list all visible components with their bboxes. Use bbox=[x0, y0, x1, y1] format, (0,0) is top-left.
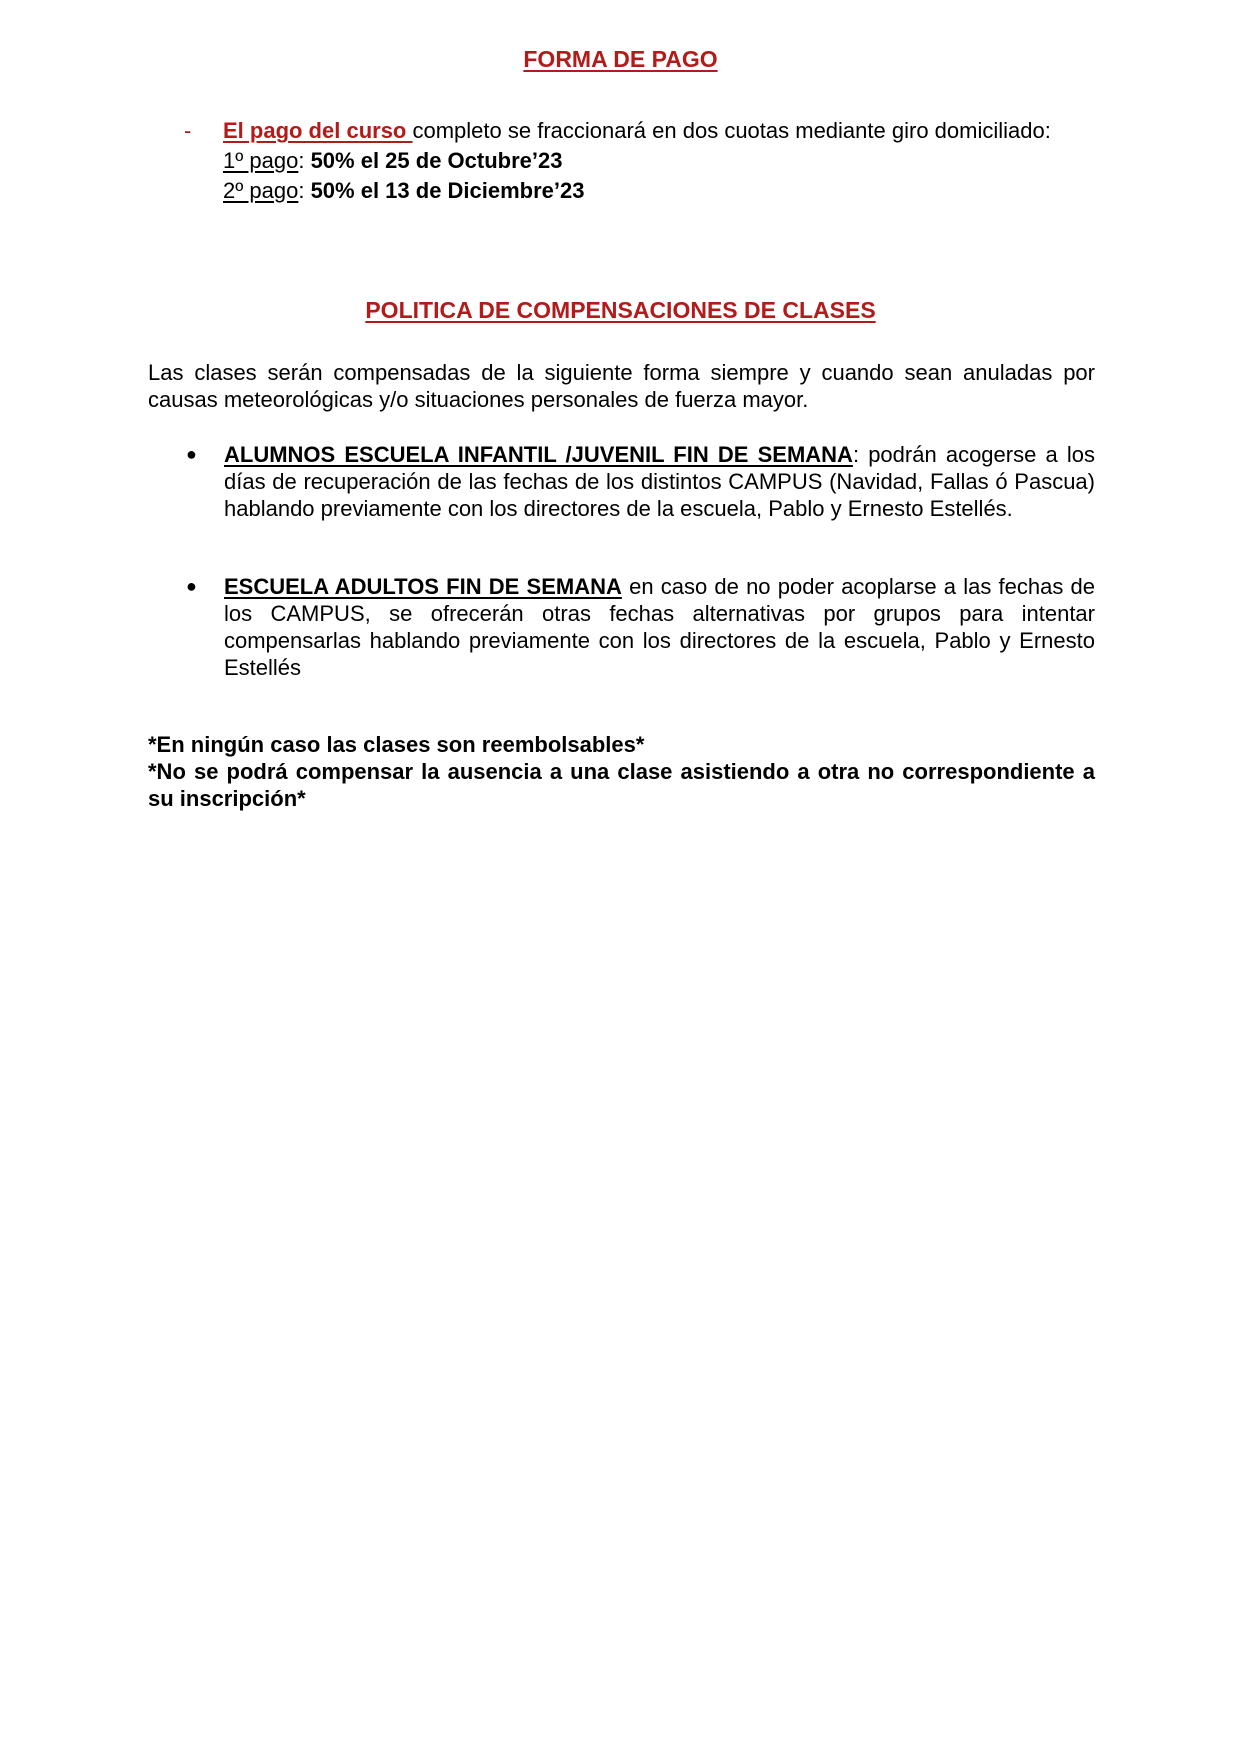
payment-2-detail: 50% el 13 de Diciembre’23 bbox=[310, 178, 585, 203]
bullet-dot: ● bbox=[186, 444, 197, 464]
payment-1-detail: 50% el 25 de Octubre’23 bbox=[310, 148, 563, 173]
notes-block bbox=[148, 731, 1095, 812]
compensation-item-juvenile bbox=[148, 441, 1095, 522]
note-no-substitution: *No se podrá compensar la ausencia a una clase asistiendo a otra no correspondiente a su inscripción* bbox=[148, 759, 1095, 811]
item-1-label: ALUMNOS ESCUELA INFANTIL /JUVENIL FIN DE SEMANA bbox=[224, 442, 853, 467]
payment-bullet-dash: - bbox=[184, 118, 192, 143]
compensation-intro: Las clases serán compensadas de la siguiente forma siempre y cuando sean anuladas por causas meteorológicas y/o situaciones personales de fuerza mayor. bbox=[148, 360, 1095, 412]
payment-line-1 bbox=[223, 146, 1104, 176]
payment-1-label: 1º pago bbox=[223, 148, 299, 173]
payment-1-separator: : bbox=[298, 148, 311, 173]
payment-lead-line bbox=[223, 116, 1104, 146]
compensation-heading-text: POLITICA DE COMPENSACIONES DE CLASES bbox=[365, 297, 876, 323]
item-2-text: en caso de no poder acoplarse a las fechas de los CAMPUS, se ofrecerán otras fechas alternativas por grupos para intentar compensarlas hablando previamente con los directores de la escuela, Pablo y Ernesto Estellés bbox=[224, 574, 1095, 680]
payment-lead-text: completo se fraccionará en dos cuotas mediante giro domiciliado: bbox=[412, 118, 1051, 143]
payment-line-2 bbox=[223, 176, 1104, 206]
note-no-refund: *En ningún caso las clases son reembolsables* bbox=[148, 732, 645, 757]
payment-heading-text: FORMA DE PAGO bbox=[523, 46, 718, 72]
compensation-heading bbox=[0, 297, 1241, 324]
payment-lead-label: El pago del curso bbox=[223, 118, 413, 143]
payment-block bbox=[184, 116, 1104, 206]
item-1-text: : podrán acogerse a los días de recuperación de las fechas de los distintos CAMPUS (Navidad, Fallas ó Pascua) hablando previamente con los directores de la escuela, Pablo y Ernesto Estellés. bbox=[224, 442, 1095, 521]
bullet-dot: ● bbox=[186, 576, 197, 596]
payment-heading bbox=[0, 46, 1241, 73]
item-2-label: ESCUELA ADULTOS FIN DE SEMANA bbox=[224, 574, 622, 599]
compensation-item-adults bbox=[148, 573, 1095, 681]
payment-2-label: 2º pago bbox=[223, 178, 299, 203]
payment-2-separator: : bbox=[298, 178, 311, 203]
